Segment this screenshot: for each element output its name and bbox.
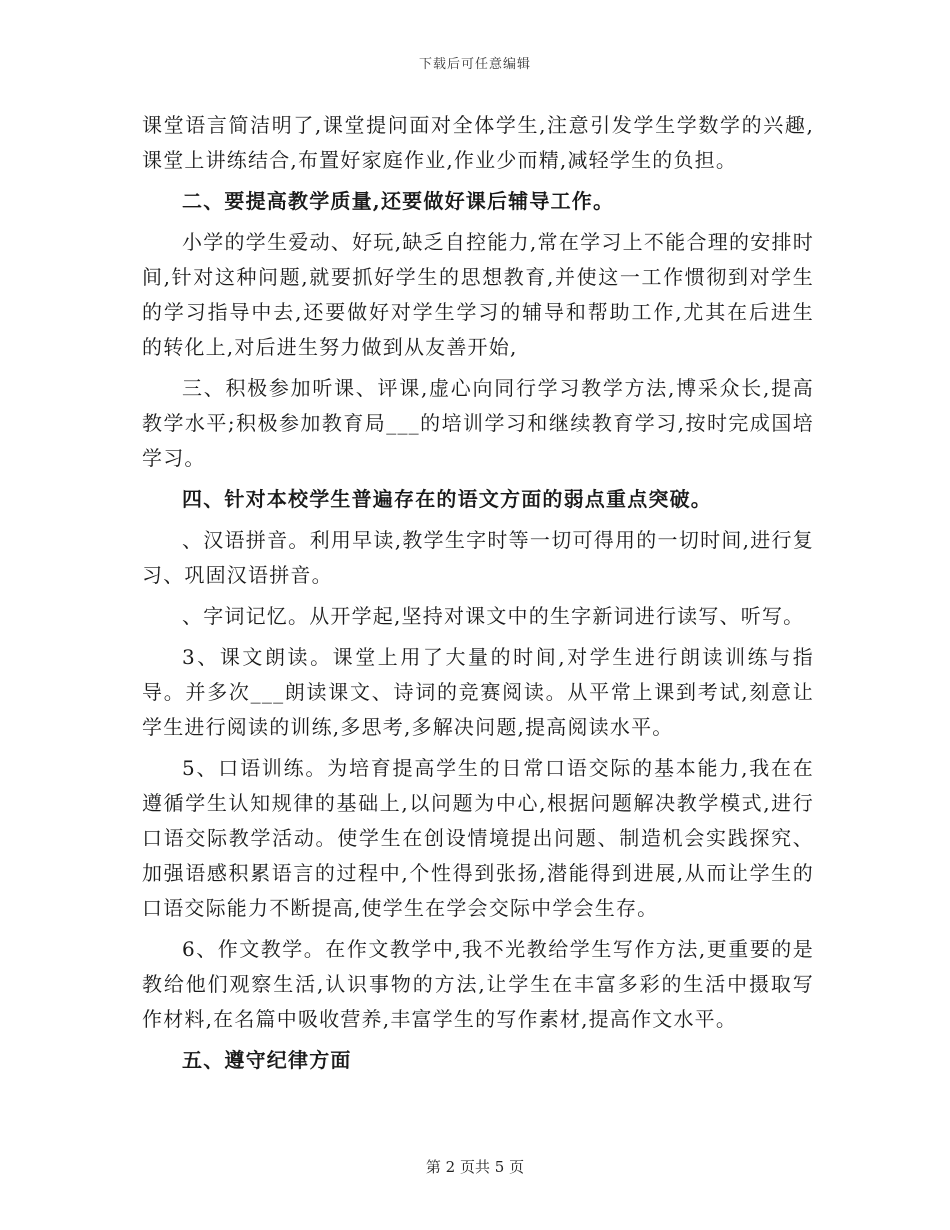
paragraph-lesson-observation: 三、积极参加听课、评课,虚心向同行学习教学方法,博采众长,提高教学水平;积极参加教育局___的培训学习和继续教育学习,按时完成国培学习。 [142, 376, 814, 470]
paragraph-composition: 6、作文教学。在作文教学中,我不光教给学生写作方法,更重要的是教给他们观察生活,认识事物的方法,让学生在丰富多彩的生活中摄取写作材料,在名篇中吸收营养,丰富学生的写作素材,提高作文水平。 [142, 937, 814, 1031]
page-number: 第 2 页共 5 页 [425, 1158, 525, 1176]
paragraph-pinyin: 、汉语拼音。利用早读,教学生字时等一切可得用的一切时间,进行复习、巩固汉语拼音。 [142, 528, 814, 587]
page-header: 下载后可任意编辑 [418, 57, 531, 72]
paragraph-text-reading: 3、课文朗读。课堂上用了大量的时间,对学生进行朗读训练与指导。并多次___朗读课文、诗词的竞赛阅读。从平常上课到考试,刻意让学生进行阅读的训练,多思考,多解决问题,提高阅读水平。 [142, 645, 814, 739]
paragraph-word-memory: 、字词记忆。从开学起,坚持对课文中的生字新词进行读写、听写。 [182, 604, 805, 628]
paragraph-oral-training: 5、口语训练。为培育提高学生的日常口语交际的基本能力,我在在遵循学生认知规律的基础上,以问题为中心,根据问题解决教学模式,进行口语交际教学活动。使学生在创设情境提出问题、制造机会实践探究、加强语感积累语言的过程中,个性得到张扬,潜能得到进展,从而让学生的口语交际能力不断提高,使学生在学会交际中学会生存。 [142, 756, 814, 920]
paragraph-classroom-language: 课堂语言简洁明了,课堂提问面对全体学生,注意引发学生学数学的兴趣,课堂上讲练结合,布置好家庭作业,作业少而精,减轻学生的负担。 [142, 113, 814, 172]
heading-discipline: 五、遵守纪律方面 [182, 1048, 352, 1072]
heading-chinese-weakness: 四、针对本校学生普遍存在的语文方面的弱点重点突破。 [182, 487, 712, 511]
heading-after-class-tutoring: 二、要提高教学质量,还要做好课后辅导工作。 [182, 189, 615, 213]
document-body [142, 108, 814, 1078]
paragraph-student-guidance: 小学的学生爱动、好玩,缺乏自控能力,常在学习上不能合理的安排时间,针对这种问题,就要抓好学生的思想教育,并使这一工作惯彻到对学生的学习指导中去,还要做好对学生学习的辅导和帮助工作,尤其在后进生的转化上,对后进生努力做到从友善开始, [142, 230, 814, 359]
